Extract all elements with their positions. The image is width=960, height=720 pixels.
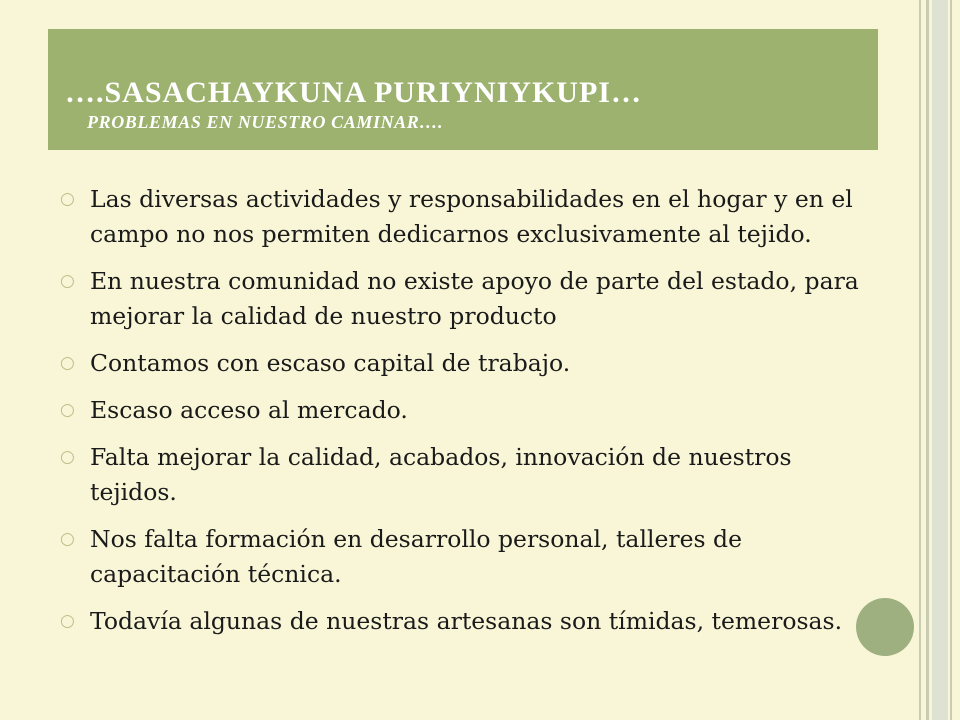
bullet-list: [60, 182, 870, 651]
bullet-text: Falta mejorar la calidad, acabados, innovación de nuestros tejidos.: [90, 443, 792, 506]
right-border-line: [919, 0, 921, 720]
bullet-item: [60, 440, 870, 510]
bullet-icon: ○: [60, 353, 75, 373]
bullet-text: Las diversas actividades y responsabilidades en el hogar y en el campo no nos permiten dedicarnos exclusivamente al tejido.: [90, 185, 853, 248]
bullet-icon: ○: [60, 400, 75, 420]
slide-title-bar: [48, 29, 878, 150]
bullet-text: Todavía algunas de nuestras artesanas son tímidas, temerosas.: [90, 607, 843, 635]
bullet-icon: ○: [60, 529, 75, 549]
bullet-icon: ○: [60, 189, 75, 209]
bullet-icon: ○: [60, 611, 75, 631]
bullet-text: Escaso acceso al mercado.: [90, 396, 408, 424]
bullet-text: Nos falta formación en desarrollo personal, talleres de capacitación técnica.: [90, 525, 742, 588]
bullet-text: Contamos con escaso capital de trabajo.: [90, 349, 571, 377]
right-border-line: [926, 0, 929, 720]
bullet-icon: ○: [60, 271, 75, 291]
slide-title: ….SASACHAYKUNA PURIYNIYKUPI…: [65, 76, 642, 109]
bullet-text: En nuestra comunidad no existe apoyo de parte del estado, para mejorar la calidad de nuestro producto: [90, 267, 859, 330]
bullet-item: [60, 182, 870, 252]
bullet-item: [60, 264, 870, 334]
bullet-item: [60, 604, 870, 639]
bullet-icon: ○: [60, 447, 75, 467]
decorative-circle-icon: [856, 598, 914, 656]
bullet-item: [60, 346, 870, 381]
right-border-band: [932, 0, 948, 720]
bullet-item: [60, 393, 870, 428]
bullet-item: [60, 522, 870, 592]
slide-subtitle: PROBLEMAS EN NUESTRO CAMINAR….: [87, 112, 444, 132]
right-border-line: [950, 0, 952, 720]
